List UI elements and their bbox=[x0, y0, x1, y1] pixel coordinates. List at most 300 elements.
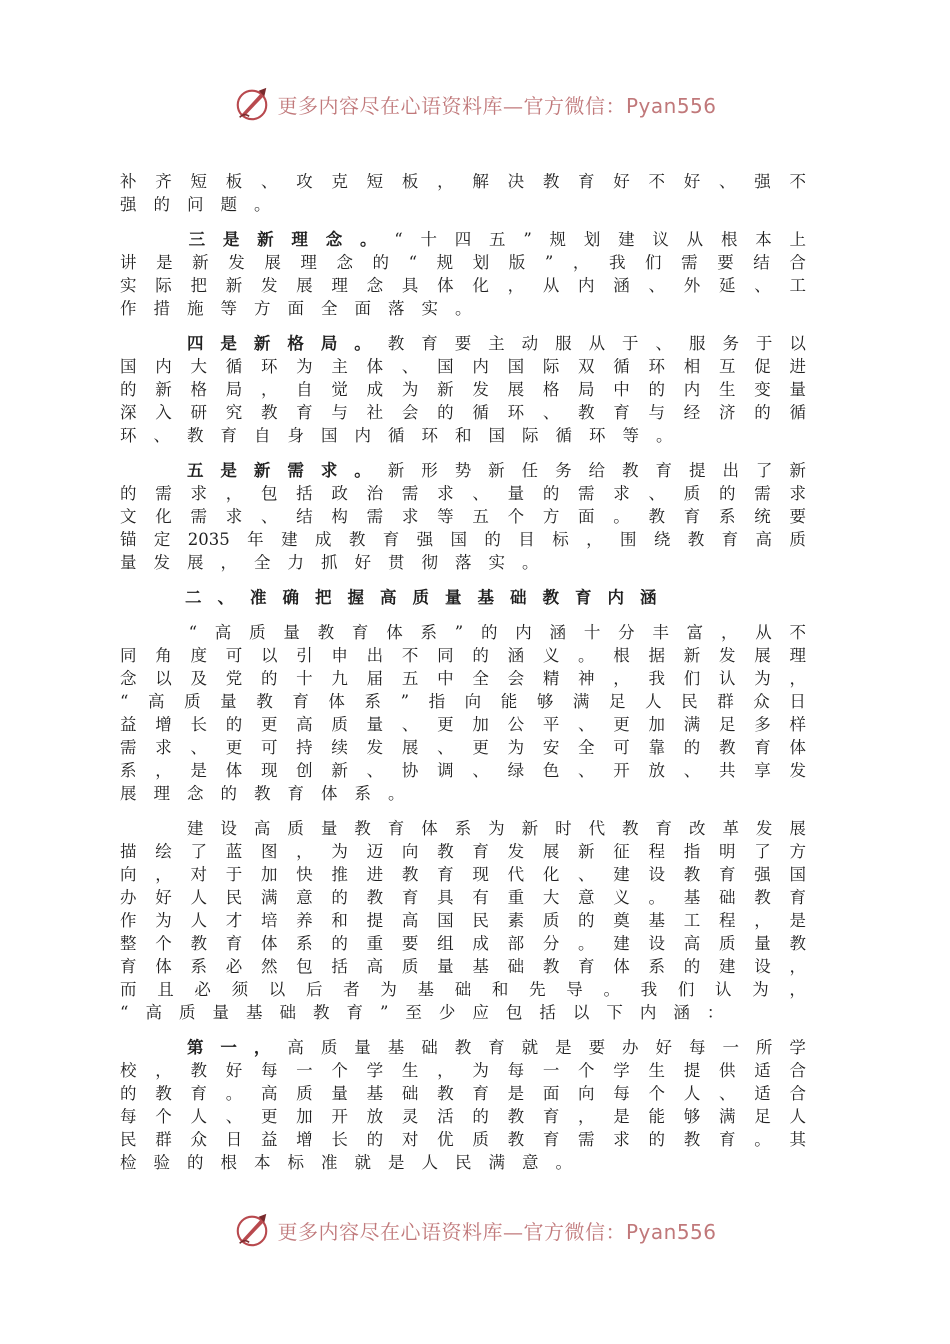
glyph: 循 bbox=[388, 426, 405, 445]
glyph: 的 bbox=[542, 484, 560, 503]
glyph: 发 bbox=[260, 276, 278, 295]
glyph: 育 bbox=[718, 1130, 736, 1149]
glyph: 靠 bbox=[648, 738, 666, 757]
glyph: 互 bbox=[718, 357, 736, 376]
glyph: 质 bbox=[683, 484, 701, 503]
glyph: 是 bbox=[222, 230, 240, 249]
glyph: 育 bbox=[721, 530, 739, 549]
glyph: 放 bbox=[366, 1107, 384, 1126]
glyph: 念 bbox=[336, 253, 353, 272]
glyph: 认 bbox=[718, 669, 736, 688]
glyph: 为 bbox=[401, 380, 419, 399]
banner-text bbox=[277, 1216, 716, 1245]
glyph: 内 bbox=[515, 623, 532, 642]
glyph: 、 bbox=[190, 738, 207, 757]
glyph: ， bbox=[720, 623, 738, 642]
glyph: 成 bbox=[314, 530, 332, 549]
glyph: 循 bbox=[613, 357, 630, 376]
text-line bbox=[120, 401, 806, 424]
glyph: 国 bbox=[488, 426, 505, 445]
glyph: 建 bbox=[718, 957, 736, 976]
glyph: 内 bbox=[607, 588, 624, 607]
glyph: 教 bbox=[155, 1084, 172, 1103]
glyph: 绕 bbox=[653, 530, 671, 549]
glyph: 。 bbox=[754, 1130, 771, 1149]
glyph: 为 bbox=[752, 980, 769, 999]
glyph: 民 bbox=[120, 1130, 137, 1149]
glyph: 强 bbox=[120, 195, 137, 214]
glyph: 板 bbox=[225, 172, 243, 191]
text-line bbox=[120, 378, 806, 401]
glyph: ， bbox=[437, 1061, 454, 1080]
glyph: 进 bbox=[789, 357, 806, 376]
glyph: 后 bbox=[305, 980, 323, 999]
glyph: 议 bbox=[652, 230, 669, 249]
glyph: 要 bbox=[789, 507, 806, 526]
glyph: 理 bbox=[789, 646, 806, 665]
glyph: 以 bbox=[268, 980, 286, 999]
glyph: ” bbox=[523, 230, 532, 249]
glyph: 体 bbox=[155, 957, 172, 976]
glyph: 彻 bbox=[421, 553, 438, 572]
glyph: ， bbox=[220, 553, 237, 572]
glyph: 体 bbox=[437, 276, 454, 295]
glyph: 短 bbox=[190, 172, 207, 191]
glyph: 。 bbox=[254, 195, 271, 214]
glyph: 育 bbox=[613, 403, 630, 422]
glyph: ， bbox=[578, 1107, 595, 1126]
glyph: 及 bbox=[190, 669, 207, 688]
glyph: 等 bbox=[437, 507, 454, 526]
glyph: 教 bbox=[190, 934, 207, 953]
glyph: 五 bbox=[489, 230, 506, 249]
glyph: 先 bbox=[529, 980, 546, 999]
glyph: 出 bbox=[722, 461, 739, 480]
glyph: 准 bbox=[250, 588, 267, 607]
paragraph bbox=[120, 817, 806, 1024]
glyph: 把 bbox=[190, 276, 207, 295]
glyph: 满 bbox=[683, 715, 701, 734]
glyph: 教 bbox=[317, 623, 335, 642]
glyph: 适 bbox=[754, 1084, 771, 1103]
glyph: 质 bbox=[401, 957, 419, 976]
glyph: 的 bbox=[366, 1130, 384, 1149]
glyph: 。 bbox=[656, 426, 673, 445]
glyph: 提 bbox=[366, 911, 384, 930]
glyph: 划 bbox=[472, 253, 490, 272]
glyph: 五 bbox=[401, 669, 419, 688]
glyph: 义 bbox=[542, 646, 560, 665]
header-banner bbox=[0, 84, 950, 124]
text-line bbox=[120, 955, 806, 978]
glyph: 可 bbox=[613, 738, 630, 757]
glyph: 教 bbox=[542, 172, 560, 191]
glyph: 合 bbox=[789, 1084, 806, 1103]
glyph: 根 bbox=[720, 230, 738, 249]
glyph: 国 bbox=[450, 530, 468, 549]
glyph: 局 bbox=[225, 380, 243, 399]
glyph: 第 bbox=[186, 1038, 204, 1057]
glyph: 质 bbox=[542, 911, 560, 930]
glyph: 民 bbox=[455, 1153, 472, 1172]
glyph: 划 bbox=[583, 230, 601, 249]
glyph: 更 bbox=[260, 715, 278, 734]
glyph: 加 bbox=[472, 715, 489, 734]
glyph: 高 bbox=[401, 911, 419, 930]
glyph: 础 bbox=[510, 588, 527, 607]
glyph: 五 bbox=[186, 461, 204, 480]
glyph: 面 bbox=[578, 507, 595, 526]
glyph: 系 bbox=[718, 507, 736, 526]
glyph: 基 bbox=[245, 1003, 263, 1022]
glyph: 力 bbox=[287, 553, 304, 572]
glyph: 的 bbox=[484, 530, 501, 549]
banner-prefix: 更多内容尽在心语资料库—官方微信： bbox=[277, 1219, 626, 1244]
glyph: 基 bbox=[648, 911, 666, 930]
glyph: 的 bbox=[472, 646, 489, 665]
glyph: 好 bbox=[655, 1038, 672, 1057]
glyph: 为 bbox=[472, 1061, 489, 1080]
glyph: ： bbox=[706, 1003, 724, 1022]
glyph: 国 bbox=[321, 426, 338, 445]
glyph: 务 bbox=[722, 334, 739, 353]
glyph: 服 bbox=[688, 334, 706, 353]
text-line bbox=[120, 690, 806, 713]
glyph: 把 bbox=[315, 588, 332, 607]
glyph: 涵 bbox=[640, 588, 657, 607]
glyph: 然 bbox=[260, 957, 278, 976]
glyph: 觉 bbox=[331, 380, 348, 399]
glyph: 求 bbox=[401, 507, 419, 526]
glyph: 求 bbox=[789, 484, 806, 503]
glyph: 础 bbox=[401, 1084, 419, 1103]
glyph: 现 bbox=[472, 865, 489, 884]
glyph: 教 bbox=[366, 888, 384, 907]
glyph: 括 bbox=[539, 1003, 556, 1022]
glyph: 了 bbox=[190, 842, 207, 861]
glyph: 展 bbox=[264, 253, 281, 272]
glyph: 教 bbox=[348, 530, 366, 549]
glyph: 设 bbox=[648, 934, 666, 953]
glyph: 社 bbox=[366, 403, 384, 422]
glyph: 于 bbox=[622, 334, 639, 353]
glyph: 研 bbox=[190, 403, 207, 422]
glyph: 人 bbox=[683, 1084, 701, 1103]
glyph: 。 bbox=[225, 1084, 243, 1103]
glyph: 个 bbox=[578, 1061, 595, 1080]
glyph: 民 bbox=[225, 888, 243, 907]
glyph: 程 bbox=[648, 842, 666, 861]
glyph: 育 bbox=[292, 692, 309, 711]
glyph: 十 bbox=[420, 230, 437, 249]
glyph: 众 bbox=[190, 1130, 207, 1149]
glyph: 标 bbox=[552, 530, 569, 549]
glyph: 须 bbox=[231, 980, 249, 999]
glyph: 任 bbox=[521, 461, 539, 480]
glyph: 素 bbox=[507, 911, 525, 930]
glyph: 要 bbox=[401, 934, 419, 953]
glyph: 内 bbox=[578, 276, 595, 295]
glyph: 年 bbox=[247, 530, 264, 549]
glyph: 于 bbox=[225, 865, 243, 884]
glyph: 理 bbox=[331, 276, 348, 295]
glyph: ， bbox=[586, 530, 603, 549]
glyph: 教 bbox=[187, 426, 204, 445]
glyph: 绘 bbox=[155, 842, 172, 861]
indent bbox=[153, 332, 170, 355]
glyph: 主 bbox=[331, 357, 348, 376]
glyph: 快 bbox=[296, 865, 313, 884]
glyph: 高 bbox=[683, 934, 701, 953]
glyph: 有 bbox=[472, 888, 489, 907]
glyph: 育 bbox=[655, 461, 672, 480]
glyph: 一 bbox=[722, 1038, 739, 1057]
glyph: 环 bbox=[507, 403, 525, 422]
paragraph bbox=[120, 621, 806, 805]
glyph: 指 bbox=[683, 842, 701, 861]
glyph: 民 bbox=[681, 692, 698, 711]
glyph: 问 bbox=[187, 195, 204, 214]
glyph: ， bbox=[155, 865, 172, 884]
banner-text bbox=[277, 90, 716, 119]
glyph: 至 bbox=[405, 1003, 422, 1022]
text-line bbox=[120, 667, 806, 690]
glyph: 需 bbox=[401, 484, 419, 503]
glyph: 新 bbox=[257, 230, 274, 249]
glyph: 理 bbox=[291, 230, 308, 249]
glyph: 教 bbox=[401, 865, 419, 884]
glyph: 系 bbox=[120, 761, 137, 780]
glyph: 意 bbox=[296, 888, 313, 907]
glyph: 是 bbox=[789, 911, 806, 930]
glyph: 教 bbox=[683, 865, 701, 884]
text-line bbox=[120, 551, 806, 574]
glyph: 。 bbox=[603, 980, 620, 999]
glyph: 、 bbox=[718, 172, 736, 191]
glyph: 蓝 bbox=[225, 842, 243, 861]
glyph: 国 bbox=[789, 865, 806, 884]
glyph: 发 bbox=[755, 819, 773, 838]
glyph: 循 bbox=[225, 357, 243, 376]
glyph: 调 bbox=[437, 761, 454, 780]
glyph: 色 bbox=[542, 761, 560, 780]
text-line bbox=[120, 978, 806, 1001]
glyph: 建 bbox=[613, 934, 630, 953]
glyph: 的 bbox=[120, 484, 137, 503]
glyph: 开 bbox=[613, 761, 630, 780]
glyph: 展 bbox=[507, 380, 525, 399]
glyph: 加 bbox=[260, 865, 278, 884]
glyph: 新 bbox=[155, 380, 172, 399]
glyph: 础 bbox=[507, 957, 525, 976]
glyph: “ bbox=[120, 1003, 129, 1022]
indent bbox=[120, 817, 137, 840]
glyph: 发 bbox=[789, 761, 806, 780]
glyph: 主 bbox=[488, 334, 505, 353]
glyph: 长 bbox=[331, 1130, 348, 1149]
text-line bbox=[120, 817, 806, 840]
glyph: 。 bbox=[359, 230, 377, 249]
glyph: 以 bbox=[789, 334, 806, 353]
glyph: 协 bbox=[401, 761, 419, 780]
glyph: 体 bbox=[789, 738, 806, 757]
glyph: 意 bbox=[522, 1153, 539, 1172]
glyph: 人 bbox=[190, 1107, 207, 1126]
glyph: 建 bbox=[618, 230, 635, 249]
glyph: 发 bbox=[472, 380, 489, 399]
glyph: 实 bbox=[488, 553, 505, 572]
glyph: 征 bbox=[613, 842, 630, 861]
glyph: 统 bbox=[754, 507, 771, 526]
glyph: 。 bbox=[555, 1153, 572, 1172]
glyph: 外 bbox=[683, 276, 701, 295]
glyph: 为 bbox=[296, 357, 313, 376]
glyph: 化 bbox=[472, 276, 489, 295]
glyph: 化 bbox=[542, 865, 560, 884]
text-line bbox=[120, 228, 806, 251]
glyph: 以 bbox=[572, 1003, 590, 1022]
glyph: 从 bbox=[755, 623, 772, 642]
glyph: 人 bbox=[645, 692, 662, 711]
glyph: 面 bbox=[542, 1084, 560, 1103]
glyph: 量 bbox=[283, 623, 300, 642]
glyph: 经 bbox=[683, 403, 701, 422]
glyph: 念 bbox=[325, 230, 343, 249]
glyph: ， bbox=[507, 276, 525, 295]
glyph: 短 bbox=[366, 172, 384, 191]
glyph: 、 bbox=[472, 484, 489, 503]
glyph: 合 bbox=[789, 1061, 806, 1080]
glyph: 。 bbox=[578, 934, 595, 953]
glyph: 教 bbox=[437, 1084, 454, 1103]
pen-seal-logo-icon bbox=[233, 1211, 271, 1249]
glyph: 解 bbox=[472, 172, 489, 191]
glyph: 际 bbox=[522, 426, 539, 445]
glyph: 量 bbox=[789, 380, 806, 399]
glyph: 格 bbox=[287, 334, 304, 353]
glyph: 下 bbox=[606, 1003, 623, 1022]
glyph: 学 bbox=[613, 1061, 630, 1080]
glyph: 发 bbox=[718, 646, 736, 665]
glyph: 设 bbox=[220, 819, 237, 838]
glyph: 新 bbox=[253, 334, 271, 353]
text-line bbox=[120, 1059, 806, 1082]
glyph: 目 bbox=[518, 530, 535, 549]
glyph: 发 bbox=[507, 842, 525, 861]
glyph: 需 bbox=[366, 507, 384, 526]
glyph: 的 bbox=[220, 784, 237, 803]
glyph: 是 bbox=[220, 334, 237, 353]
glyph: 体 bbox=[613, 957, 630, 976]
glyph: 以 bbox=[260, 646, 278, 665]
glyph: 育 bbox=[287, 784, 304, 803]
glyph: 够 bbox=[683, 1107, 701, 1126]
glyph: 育 bbox=[190, 1084, 207, 1103]
glyph: 个 bbox=[155, 1107, 172, 1126]
glyph: 是 bbox=[156, 253, 173, 272]
glyph: 抓 bbox=[321, 553, 338, 572]
glyph: 方 bbox=[542, 507, 560, 526]
glyph: 增 bbox=[155, 715, 172, 734]
glyph: 的 bbox=[683, 957, 701, 976]
glyph: “ bbox=[408, 253, 418, 272]
text-line bbox=[120, 170, 806, 193]
glyph: 际 bbox=[155, 276, 172, 295]
glyph: 基 bbox=[417, 980, 434, 999]
glyph: 的 bbox=[372, 253, 390, 272]
glyph: 高 bbox=[296, 715, 313, 734]
glyph: 的 bbox=[187, 1153, 204, 1172]
glyph: 质 bbox=[331, 715, 348, 734]
glyph: 内 bbox=[472, 357, 489, 376]
glyph: 人 bbox=[190, 911, 207, 930]
glyph: 构 bbox=[331, 507, 348, 526]
glyph: 重 bbox=[366, 934, 384, 953]
glyph: 中 bbox=[613, 380, 630, 399]
glyph: 入 bbox=[155, 403, 172, 422]
glyph: 重 bbox=[507, 888, 525, 907]
glyph: ” bbox=[379, 1003, 389, 1022]
glyph: 设 bbox=[648, 865, 666, 884]
glyph: 我 bbox=[608, 253, 626, 272]
glyph: 系 bbox=[296, 934, 313, 953]
glyph: 为 bbox=[155, 911, 172, 930]
glyph: 建 bbox=[613, 865, 630, 884]
glyph: 精 bbox=[542, 669, 560, 688]
glyph: 办 bbox=[622, 1038, 639, 1057]
glyph: 量 bbox=[366, 715, 384, 734]
glyph: 指 bbox=[428, 692, 446, 711]
glyph: 规 bbox=[436, 253, 454, 272]
glyph: 好 bbox=[613, 172, 630, 191]
glyph: 灵 bbox=[401, 1107, 419, 1126]
glyph: 供 bbox=[718, 1061, 736, 1080]
glyph: 提 bbox=[688, 461, 706, 480]
glyph: 质 bbox=[184, 692, 201, 711]
glyph: 大 bbox=[190, 357, 207, 376]
text-line bbox=[120, 713, 806, 736]
glyph: 是 bbox=[388, 1153, 405, 1172]
glyph: 验 bbox=[153, 1153, 170, 1172]
glyph: 量 bbox=[220, 692, 237, 711]
glyph: 教 bbox=[507, 1107, 525, 1126]
glyph: 开 bbox=[331, 1107, 348, 1126]
glyph: 是 bbox=[555, 1038, 572, 1057]
glyph: 延 bbox=[718, 276, 736, 295]
glyph: 新 bbox=[488, 461, 505, 480]
glyph: 量 bbox=[507, 484, 525, 503]
indent bbox=[120, 1036, 137, 1059]
glyph: 部 bbox=[507, 934, 525, 953]
glyph: 高 bbox=[380, 588, 397, 607]
glyph: 必 bbox=[194, 980, 211, 999]
glyph: 锚 bbox=[120, 530, 137, 549]
glyph: 众 bbox=[753, 692, 770, 711]
glyph: 的 bbox=[578, 911, 595, 930]
glyph: 导 bbox=[566, 980, 583, 999]
glyph: 高 bbox=[287, 1038, 304, 1057]
glyph: 题 bbox=[220, 195, 237, 214]
glyph: 的 bbox=[648, 1130, 666, 1149]
text-line bbox=[120, 863, 806, 886]
glyph: 展 bbox=[789, 819, 806, 838]
glyph: 了 bbox=[755, 461, 773, 480]
glyph: 。 bbox=[613, 507, 630, 526]
glyph: 们 bbox=[645, 253, 662, 272]
glyph: 、 bbox=[542, 403, 560, 422]
glyph: 新 bbox=[437, 380, 454, 399]
glyph: ， bbox=[155, 761, 172, 780]
